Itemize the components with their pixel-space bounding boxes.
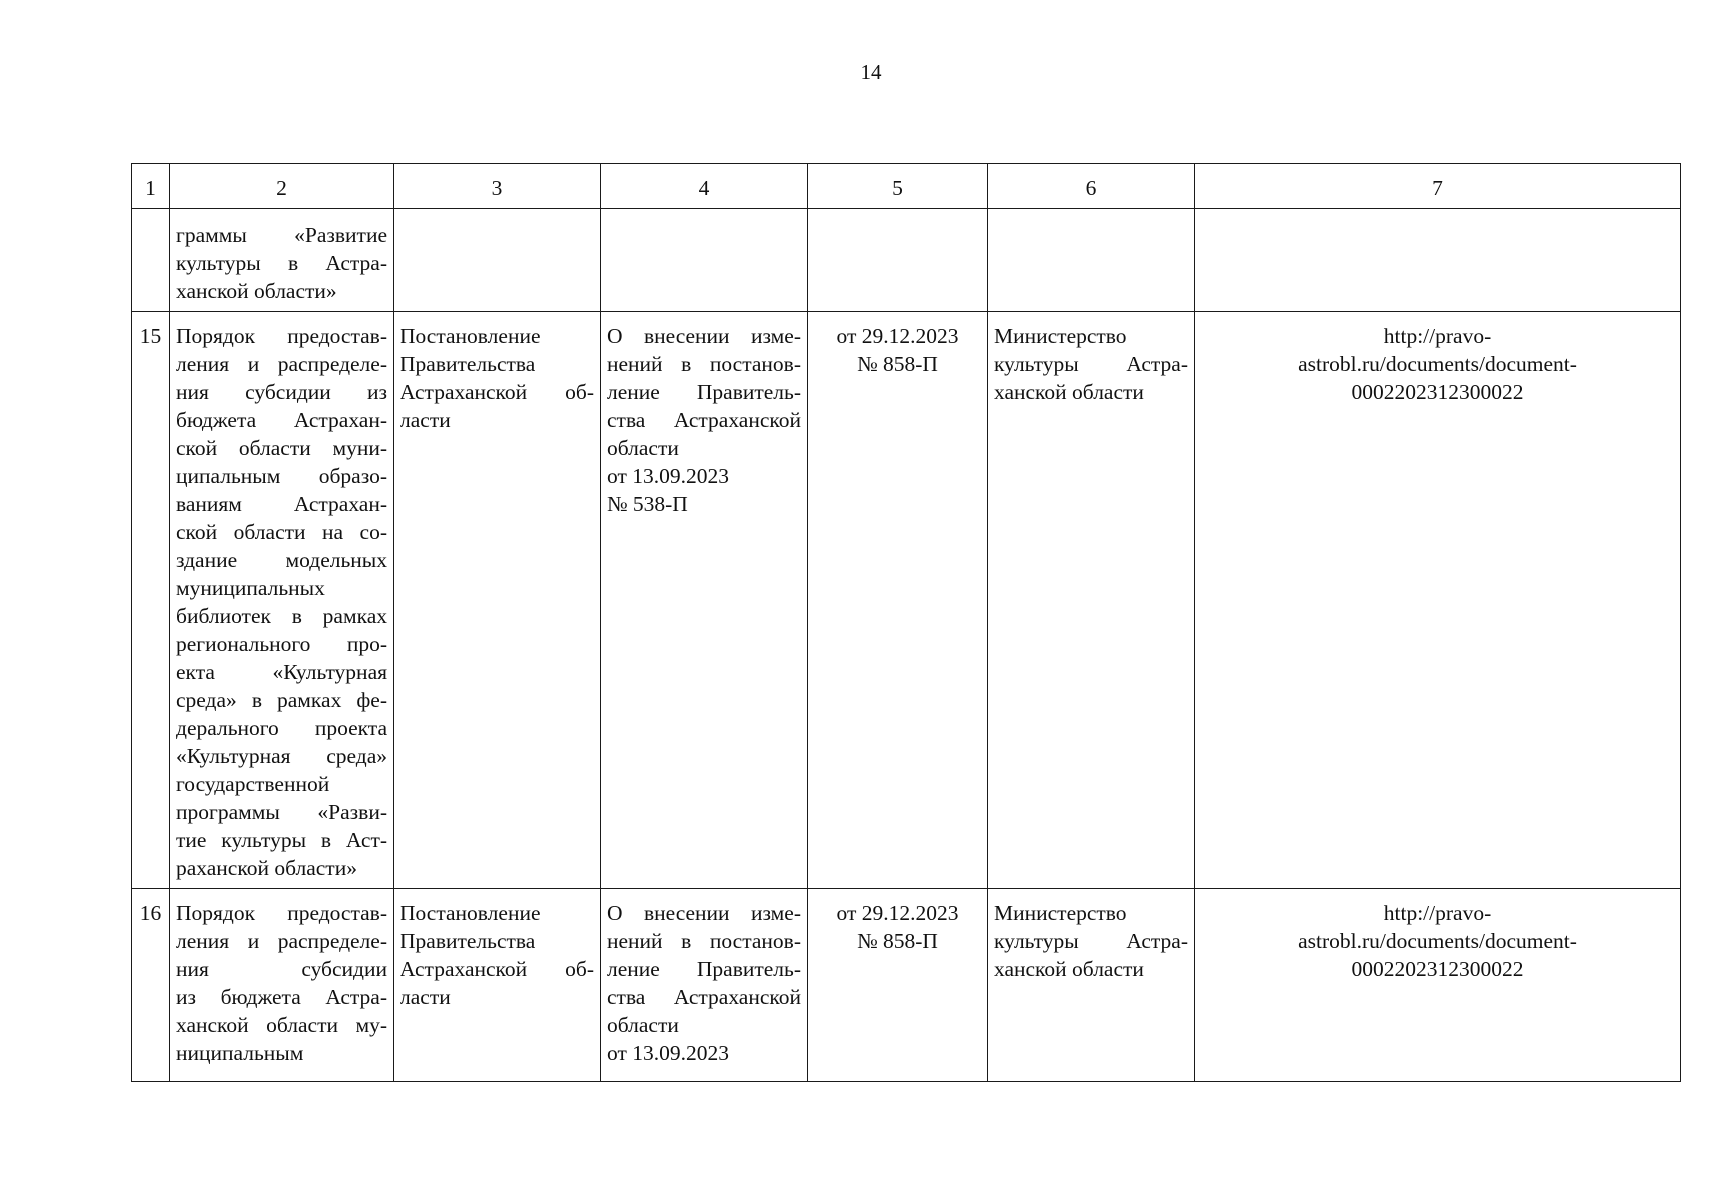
header-cell-6: 6 [988,164,1195,209]
text-line: от 13.09.2023 [607,464,729,488]
cell-act-type [394,889,601,1082]
cell-ministry [988,889,1195,1082]
text-line: бюджета Астрахан- [176,408,387,432]
text-line: ния субсидии [176,957,387,981]
cell-act-type [394,312,601,889]
cell-number: 16 [132,889,170,1082]
table-row [132,889,1681,1082]
text-line: Министерство [994,324,1127,348]
cell-act-title [601,209,808,312]
text-line: ления и распределе- [176,929,387,953]
cell-ministry [988,312,1195,889]
cell-act-date [808,312,988,889]
text-line: нений в постанов- [607,352,801,376]
cell-number [132,209,170,312]
header-cell-3: 3 [394,164,601,209]
header-row [132,164,1681,209]
text-line: регионального про- [176,632,387,656]
cell-link [1195,209,1681,312]
text-line: № 538-П [607,492,688,516]
link-text-line: 0002202312300022 [1351,380,1524,404]
cell-measure-name [170,312,394,889]
text-line: раханской области» [176,856,357,880]
cell-act-title [601,889,808,1082]
text-line: ципальным образо- [176,464,387,488]
text-line: области [607,1013,679,1037]
text-line: культуры Астра- [994,929,1188,953]
text-line: Постановление [400,901,541,925]
table-row-continuation [132,209,1681,312]
text-line: ской области на со- [176,520,387,544]
text-line: ваниям Астрахан- [176,492,387,516]
text-line: культуры Астра- [994,352,1188,376]
cell-measure-name [170,889,394,1082]
header-cell-5: 5 [808,164,988,209]
text-line: от 13.09.2023 [607,1041,729,1065]
text-line: дерального проекта [176,716,387,740]
text-line: ханской области [994,380,1144,404]
cell-act-date [808,889,988,1082]
header-cell-7: 7 [1195,164,1681,209]
text-line: ханской области му- [176,1013,387,1037]
text-line: Порядок предостав- [176,901,387,925]
page-number: 14 [860,60,882,84]
header-cell-2: 2 [170,164,394,209]
text-line: екта «Культурная [176,660,387,684]
text-line: из бюджета Астра- [176,985,387,1009]
text-line: ханской области [994,957,1144,981]
link-text-line: http://pravo- [1383,324,1492,348]
text-line: Правительства [400,929,536,953]
cell-act-title [601,312,808,889]
text-line: ниципальным [176,1041,304,1065]
link-text-line: astrobl.ru/documents/document- [1298,929,1577,953]
header-cell-1: 1 [132,164,170,209]
text-line: ления и распределе- [176,352,387,376]
text-line: среда» в рамках фе- [176,688,387,712]
text-line: ласти [400,408,451,432]
text-line: области [607,436,679,460]
text-line: ханской области» [176,279,337,303]
text-line: от 29.12.2023 [836,901,959,925]
text-line: тие культуры в Аст- [176,828,387,852]
text-line: ства Астраханской [607,408,801,432]
registry-table [131,163,1681,1082]
text-line: муниципальных [176,576,325,600]
text-line: № 858-П [857,929,938,953]
cell-act-date [808,209,988,312]
text-line: ния субсидии из [176,380,387,404]
text-line: О внесении изме- [607,324,801,348]
text-line: культуры в Астра- [176,251,387,275]
text-line: Министерство [994,901,1127,925]
text-line: ласти [400,985,451,1009]
text-line: библиотек в рамках [176,604,387,628]
cell-measure-name [170,209,394,312]
text-line: «Культурная среда» [176,744,387,768]
text-line: программы «Разви- [176,800,387,824]
cell-link[interactable] [1195,889,1681,1082]
text-line: Постановление [400,324,541,348]
table-row [132,312,1681,889]
text-line: здание модельных [176,548,387,572]
text-line: ление Правитель- [607,957,801,981]
text-line: Порядок предостав- [176,324,387,348]
text-line: Астраханской об- [400,957,594,981]
cell-act-type [394,209,601,312]
text-line: от 29.12.2023 [836,324,959,348]
text-line: ства Астраханской [607,985,801,1009]
text-line: ской области муни- [176,436,387,460]
text-line: государственной [176,772,330,796]
text-line: ление Правитель- [607,380,801,404]
link-text-line: http://pravo- [1383,901,1492,925]
link-text-line: 0002202312300022 [1351,957,1524,981]
link-text-line: astrobl.ru/documents/document- [1298,352,1577,376]
text-line: Астраханской об- [400,380,594,404]
text-line: нений в постанов- [607,929,801,953]
text-line: № 858-П [857,352,938,376]
header-cell-4: 4 [601,164,808,209]
cell-ministry [988,209,1195,312]
cell-number: 15 [132,312,170,889]
text-line: О внесении изме- [607,901,801,925]
text-line: Правительства [400,352,536,376]
text-line: граммы «Развитие [176,223,387,247]
cell-link[interactable] [1195,312,1681,889]
